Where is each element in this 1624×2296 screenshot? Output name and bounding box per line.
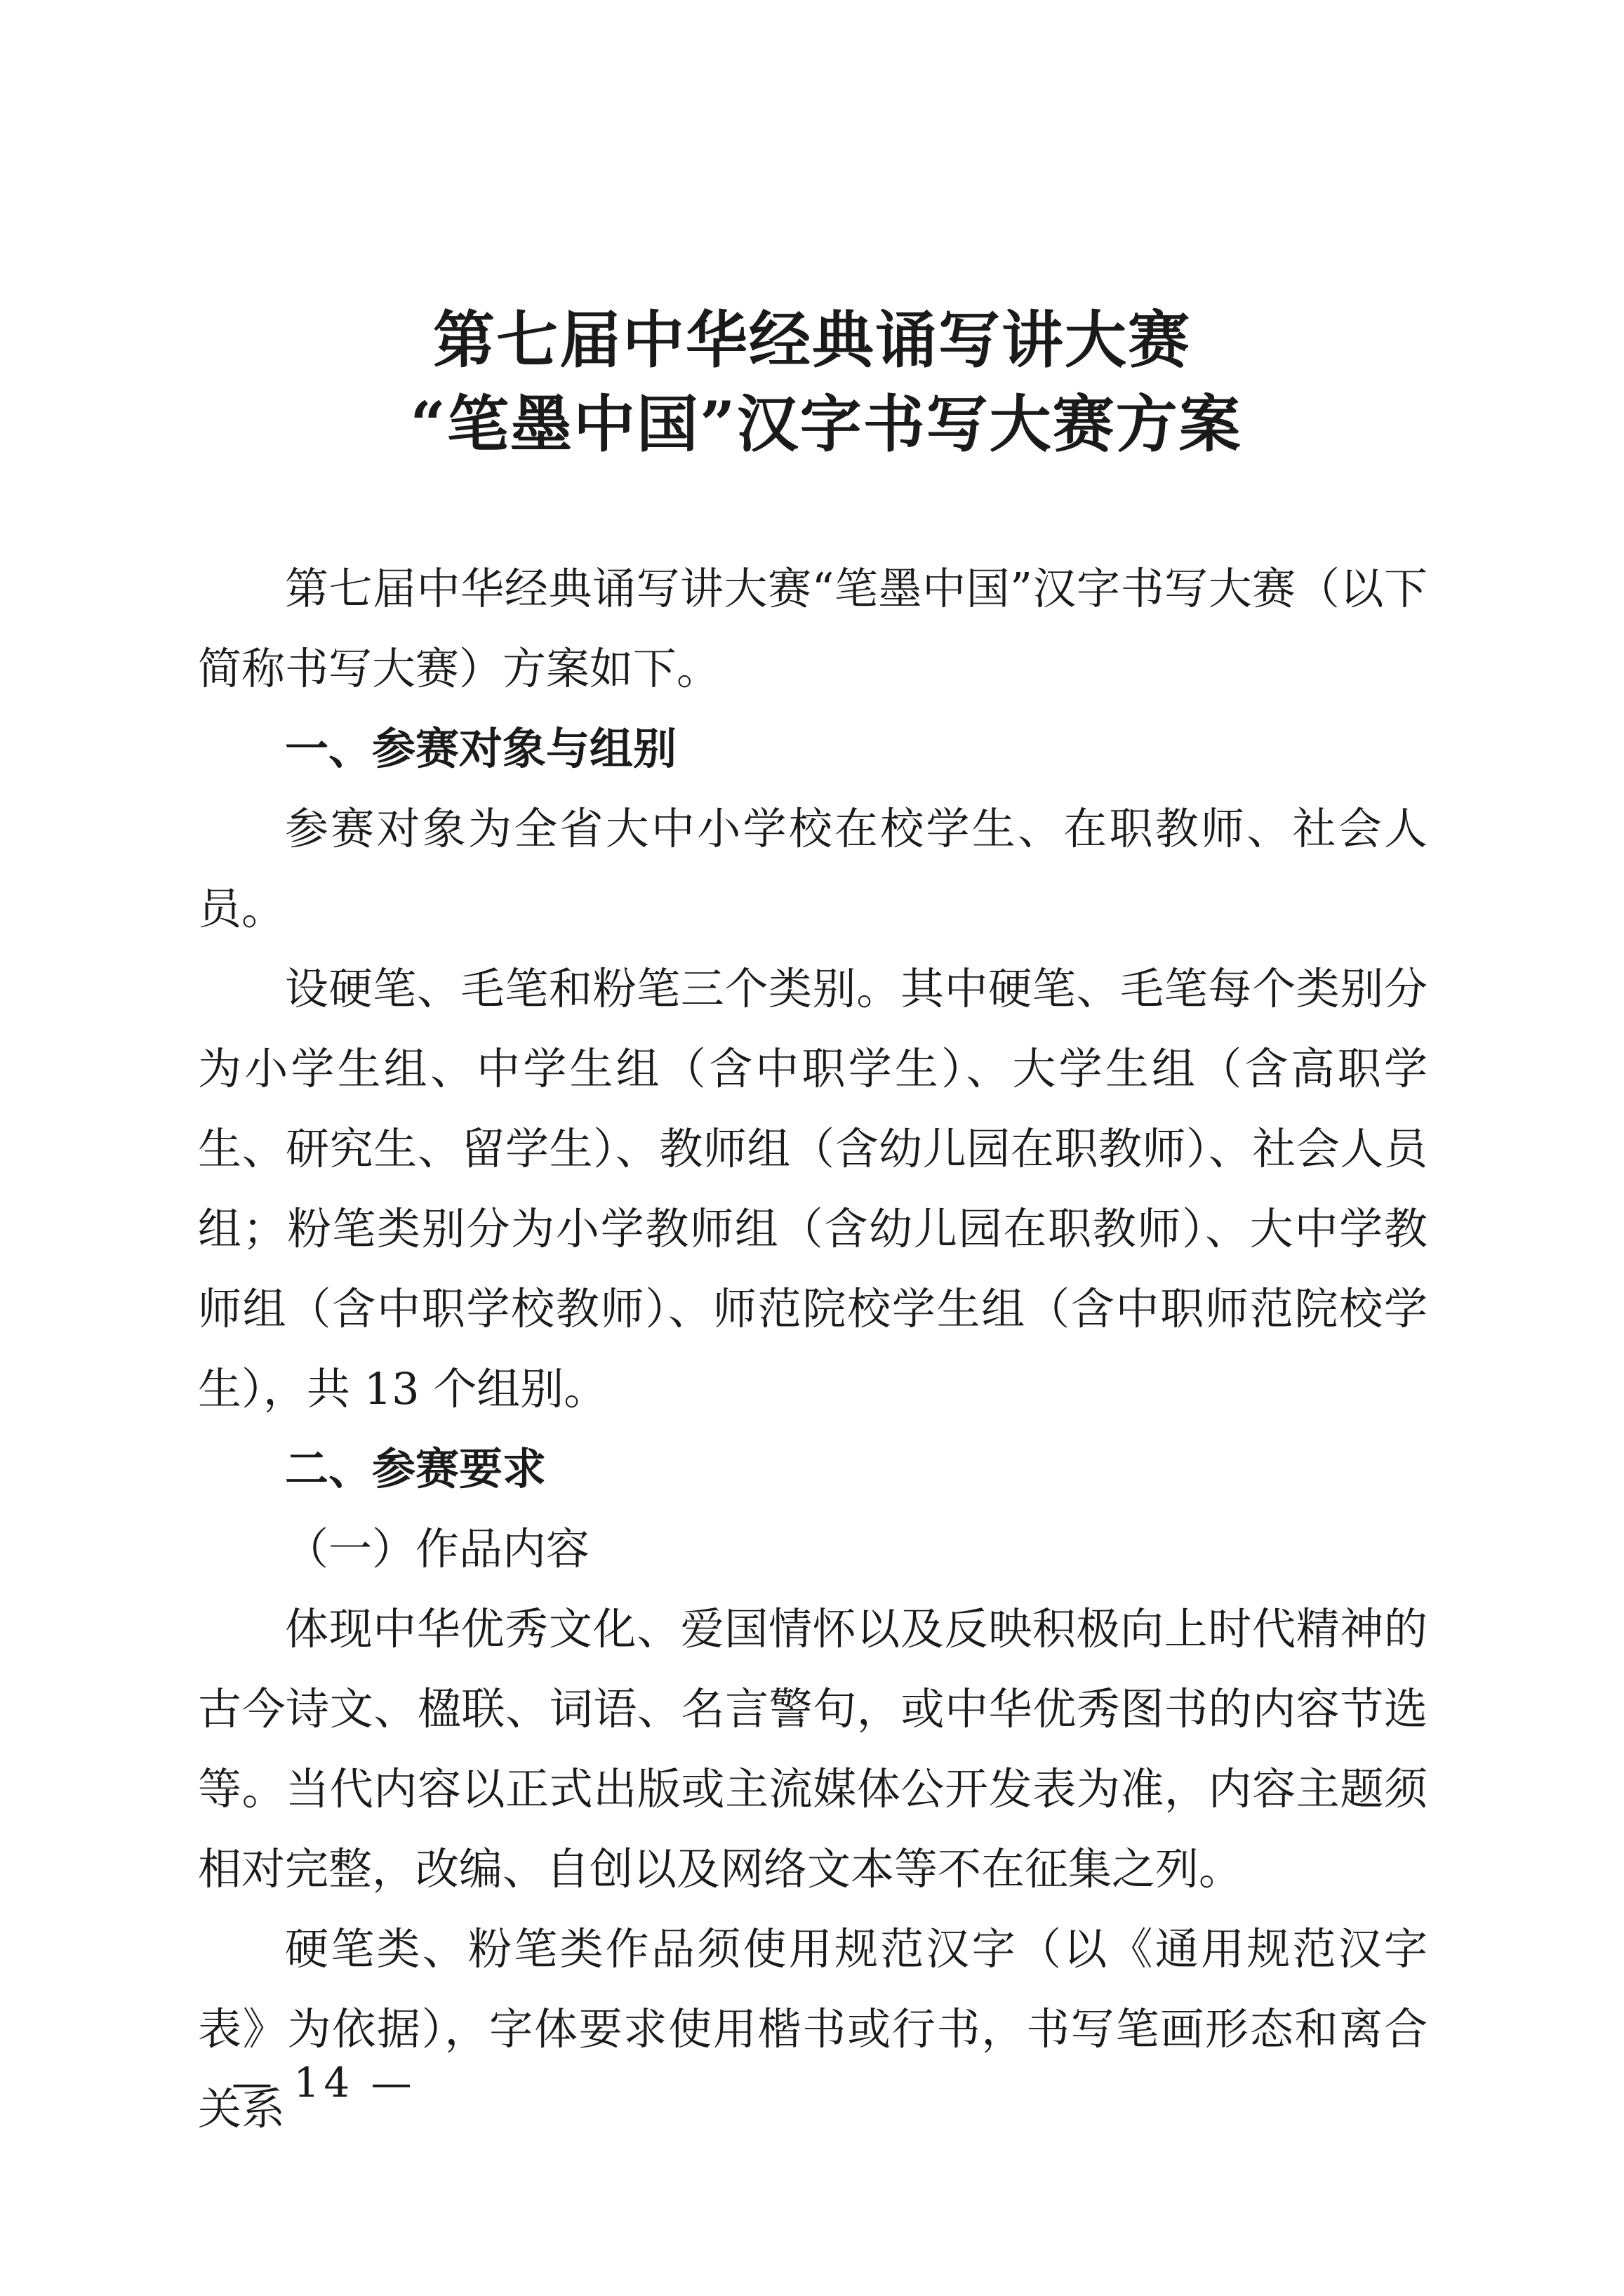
section-1-paragraph-1: 参赛对象为全省大中小学校在校学生、在职教师、社会人员。 bbox=[198, 803, 1427, 934]
document-body bbox=[198, 549, 1427, 2149]
page-number: — 14 — bbox=[232, 2059, 416, 2106]
section-2-1-paragraph-2: 硬笔类、粉笔类作品须使用规范汉字（以《通用规范汉字表》为依据），字体要求使用楷书或行书，书写笔画形态和离合关系 bbox=[198, 1923, 1427, 2135]
intro-paragraph: 第七届中华经典诵写讲大赛“笔墨中国”汉字书写大赛（以下简称书写大赛）方案如下。 bbox=[198, 563, 1427, 694]
section-2-subheading-1: （一）作品内容 bbox=[285, 1523, 590, 1574]
section-2-heading: 二、参赛要求 bbox=[285, 1443, 547, 1494]
document-title-line-2: “笔墨中国”汉字书写大赛方案 bbox=[410, 387, 1242, 460]
document-title-line-1: 第七届中华经典诵写讲大赛 bbox=[432, 303, 1191, 376]
section-2-1-paragraph-1: 体现中华优秀文化、爱国情怀以及反映积极向上时代精神的古今诗文、楹联、词语、名言警句，或中华优秀图书的内容节选等。当代内容以正式出版或主流媒体公开发表为准，内容主题须相对完整，改编、自创以及网络文本等不在征集之列。 bbox=[198, 1603, 1427, 1894]
section-1-heading: 一、参赛对象与组别 bbox=[285, 723, 677, 774]
section-1-paragraph-2: 设硬笔、毛笔和粉笔三个类别。其中硬笔、毛笔每个类别分为小学生组、中学生组（含中职学生）、大学生组（含高职学生、研究生、留学生）、教师组（含幼儿园在职教师）、社会人员组；粉笔类别分为小学教师组（含幼儿园在职教师）、大中学教师组（含中职学校教师）、师范院校学生组（含中职师范院校学生），共 13 个组别。 bbox=[198, 963, 1427, 1414]
